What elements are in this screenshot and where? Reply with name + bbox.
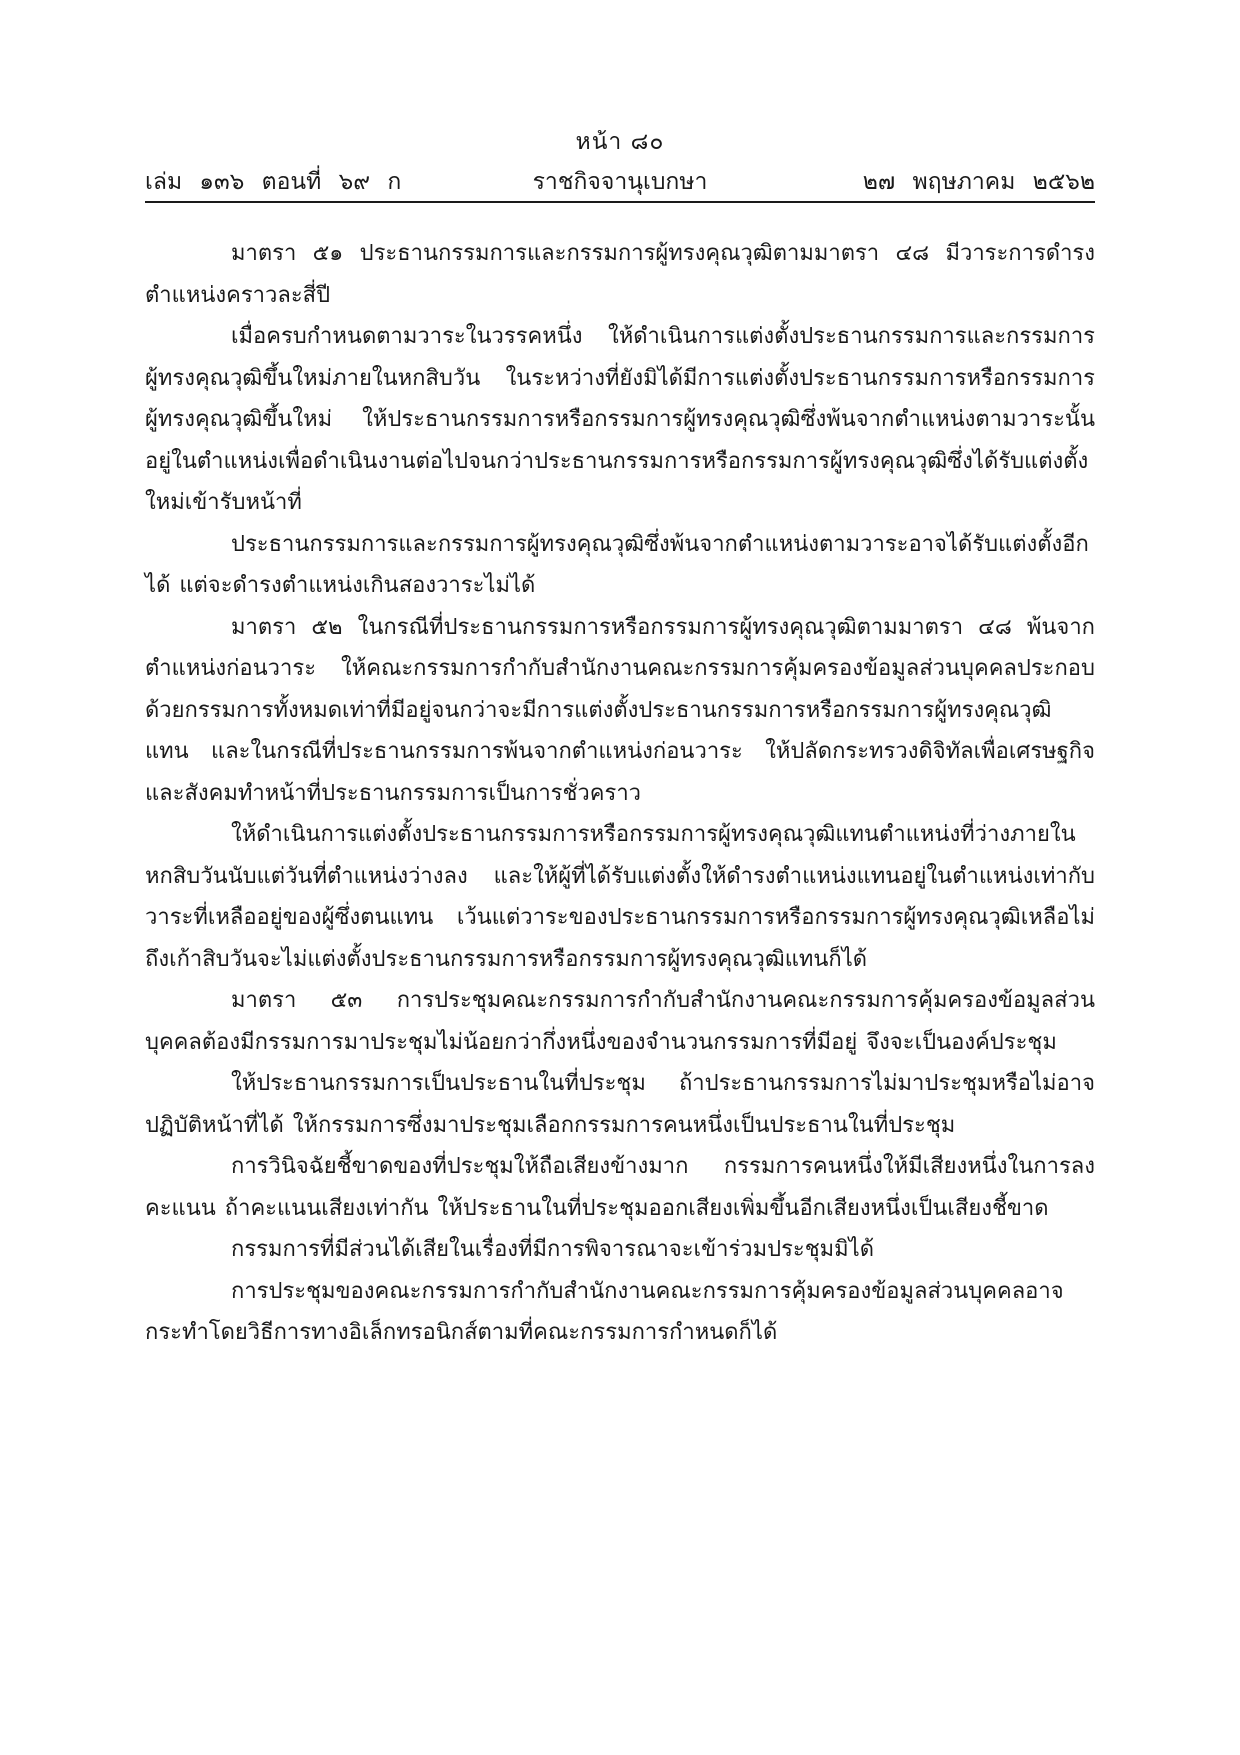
header-divider — [145, 201, 1095, 203]
section-53-paragraph-5: การประชุมของคณะกรรมการกำกับสำนักงานคณะกรรมการคุ้มครองข้อมูลส่วนบุคคลอาจกระทำโดยวิธีการทางอิเล็กทรอนิกส์ตามที่คณะกรรมการกำหนดก็ได้ — [145, 1278, 1064, 1345]
section-51-paragraph: มาตรา ๕๑ ประธานกรรมการและกรรมการผู้ทรงคุณวุฒิตามมาตรา ๔๘ มีวาระการดำรงตำแหน่งคราวละสี่ปี — [145, 241, 1095, 308]
publication-date: ๒๗ พฤษภาคม ๒๕๖๒ — [862, 169, 1095, 195]
section-53-paragraph-4: กรรมการที่มีส่วนได้เสียในเรื่องที่มีการพิจารณาจะเข้าร่วมประชุมมิได้ — [231, 1237, 875, 1262]
section-51-paragraph-2: เมื่อครบกำหนดตามวาระในวรรคหนึ่ง ให้ดำเนินการแต่งตั้งประธานกรรมการและกรรมการผู้ทรงคุณวุฒิขึ้นใหม่ภายในหกสิบวัน ในระหว่างที่ยังมิได้มีการแต่งตั้งประธานกรรมการหรือกรรมการผู้ทรงคุณวุฒิขึ้นใหม่ ให้ประธานกรรมการหรือกรรมการผู้ทรงคุณวุฒิซึ่งพ้นจากตำแหน่งตามวาระนั้นอยู่ในตำแหน่งเพื่อดำเนินงานต่อไปจนกว่าประธานกรรมการหรือกรรมการผู้ทรงคุณวุฒิซึ่งได้รับแต่งตั้งใหม่เข้ารับหน้าที่ — [145, 324, 1095, 515]
section-53-paragraph-2: ให้ประธานกรรมการเป็นประธานในที่ประชุม ถ้าประธานกรรมการไม่มาประชุมหรือไม่อาจปฏิบัติหน้าที่ได้ ให้กรรมการซึ่งมาประชุมเลือกกรรมการคนหนึ่งเป็นประธานในที่ประชุม — [145, 1071, 1095, 1138]
publication-name: ราชกิจจานุเบกษา — [532, 169, 708, 195]
page-header — [145, 124, 1095, 204]
section-51-paragraph-3: ประธานกรรมการและกรรมการผู้ทรงคุณวุฒิซึ่งพ้นจากตำแหน่งตามวาระอาจได้รับแต่งตั้งอีกได้ แต่จะดำรงตำแหน่งเกินสองวาระไม่ได้ — [145, 531, 1089, 598]
section-53-paragraph: มาตรา ๕๓ การประชุมคณะกรรมการกำกับสำนักงานคณะกรรมการคุ้มครองข้อมูลส่วนบุคคลต้องมีกรรมการมาประชุมไม่น้อยกว่ากึ่งหนึ่งของจำนวนกรรมการที่มีอยู่ จึงจะเป็นองค์ประชุม — [145, 988, 1095, 1055]
section-52-paragraph-2: ให้ดำเนินการแต่งตั้งประธานกรรมการหรือกรรมการผู้ทรงคุณวุฒิแทนตำแหน่งที่ว่างภายในหกสิบวันนับแต่วันที่ตำแหน่งว่างลง และให้ผู้ที่ได้รับแต่งตั้งให้ดำรงตำแหน่งแทนอยู่ในตำแหน่งเท่ากับวาระที่เหลืออยู่ของผู้ซึ่งตนแทน เว้นแต่วาระของประธานกรรมการหรือกรรมการผู้ทรงคุณวุฒิเหลือไม่ถึงเก้าสิบวันจะไม่แต่งตั้งประธานกรรมการหรือกรรมการผู้ทรงคุณวุฒิแทนก็ได้ — [145, 822, 1095, 972]
header-row — [145, 164, 1095, 200]
section-53-paragraph-3: การวินิจฉัยชี้ขาดของที่ประชุมให้ถือเสียงข้างมาก กรรมการคนหนึ่งให้มีเสียงหนึ่งในการลงคะแนน ถ้าคะแนนเสียงเท่ากัน ให้ประธานในที่ประชุมออกเสียงเพิ่มขึ้นอีกเสียงหนึ่งเป็นเสียงชี้ขาด — [145, 1154, 1095, 1221]
volume-issue: เล่ม ๑๓๖ ตอนที่ ๖๙ ก — [145, 169, 402, 195]
section-52-paragraph: มาตรา ๕๒ ในกรณีที่ประธานกรรมการหรือกรรมการผู้ทรงคุณวุฒิตามมาตรา ๔๘ พ้นจากตำแหน่งก่อนวาระ ให้คณะกรรมการกำกับสำนักงานคณะกรรมการคุ้มครองข้อมูลส่วนบุคคลประกอบด้วยกรรมการทั้งหมดเท่าที่มีอยู่จนกว่าจะมีการแต่งตั้งประธานกรรมการหรือกรรมการผู้ทรงคุณวุฒิแทน และในกรณีที่ประธานกรรมการพ้นจากตำแหน่งก่อนวาระ ให้ปลัดกระทรวงดิจิทัลเพื่อเศรษฐกิจและสังคมทำหน้าที่ประธานกรรมการเป็นการชั่วคราว — [145, 614, 1095, 806]
page-number: หน้า ๘๐ — [575, 129, 665, 155]
document-body — [145, 233, 1095, 1354]
